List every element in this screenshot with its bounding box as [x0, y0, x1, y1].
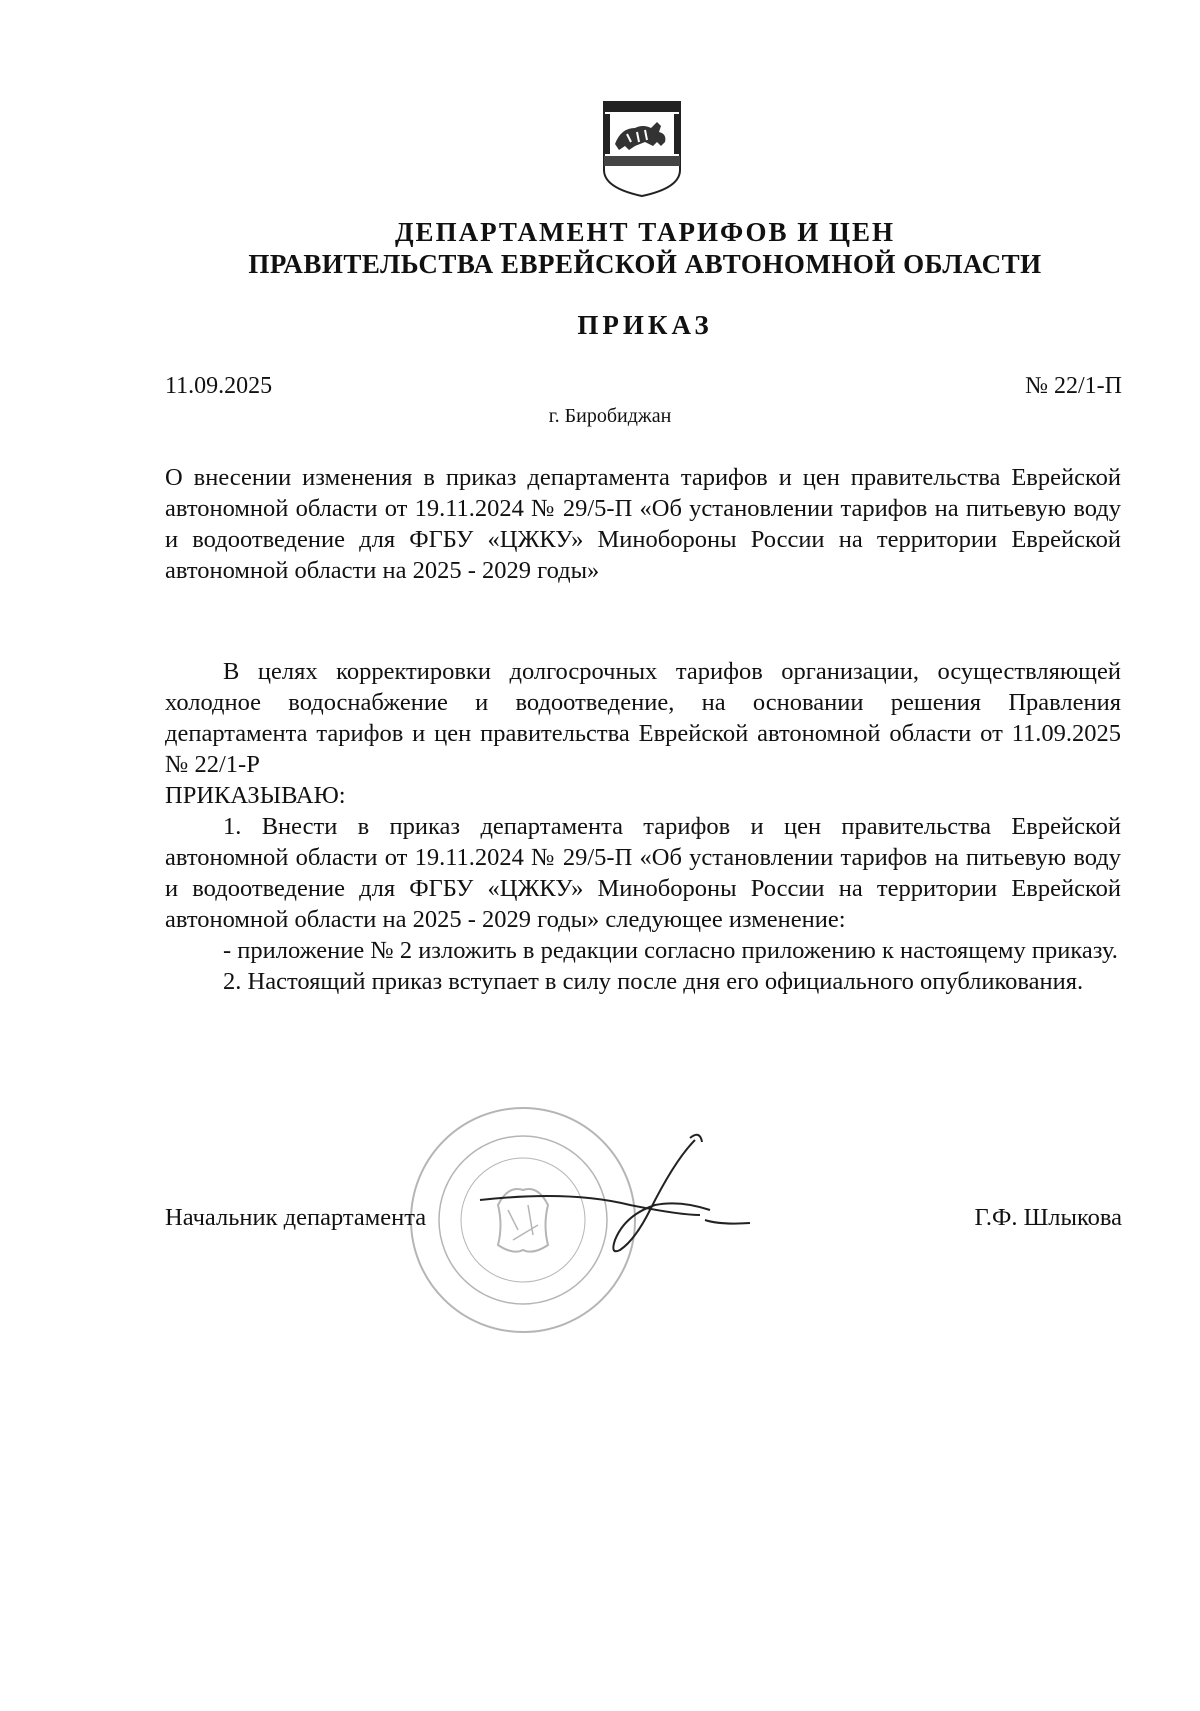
- coat-of-arms-icon: [601, 98, 683, 198]
- order-item-1-sub: - приложение № 2 изложить в редакции согласно приложению к настоящему приказу.: [223, 937, 1118, 964]
- document-city: г. Биробиджан: [548, 405, 672, 427]
- document-type: ПРИКАЗ: [577, 310, 713, 340]
- handwritten-signature: [450, 1120, 800, 1270]
- document-date: 11.09.2025: [165, 373, 273, 399]
- order-item-1: 1. Внести в приказ департамента тарифов и цен правительства Еврейской автономной области от 19.11.2024 № 29/5-П «Об установлении тарифов на питьевую воду и водоотведение для ФГБУ «ЦЖКУ» Минобороны России на территории Еврейской автономной области на 2025 - 2029 годы» следующее изменение:: [165, 813, 1121, 933]
- order-word: ПРИКАЗЫВАЮ:: [165, 782, 346, 809]
- signer-position: Начальник департамента: [165, 1204, 427, 1231]
- preamble-paragraph: В целях корректировки долгосрочных тарифов организации, осуществляющей холодное водоснабжение и водоотведение, на основании решения Правления департамента тарифов и цен правительства Еврейской автономной области от 11.09.2025 № 22/1-Р: [165, 658, 1121, 778]
- order-item-2: 2. Настоящий приказ вступает в силу после дня его официального опубликования.: [223, 968, 1084, 995]
- document-body: [165, 656, 1121, 997]
- department-title-line1: ДЕПАРТАМЕНТ ТАРИФОВ И ЦЕН: [394, 217, 896, 247]
- department-title-line2: ПРАВИТЕЛЬСТВА ЕВРЕЙСКОЙ АВТОНОМНОЙ ОБЛАСТИ: [248, 249, 1042, 279]
- document-subject: О внесении изменения в приказ департамента тарифов и цен правительства Еврейской автономной области от 19.11.2024 № 29/5-П «Об установлении тарифов на питьевую воду и водоотведение для ФГБУ «ЦЖКУ» Минобороны России на территории Еврейской автономной области на 2025 - 2029 годы»: [165, 464, 1121, 584]
- signer-name: Г.Ф. Шлыкова: [974, 1204, 1122, 1231]
- document-number: № 22/1-П: [1025, 373, 1122, 399]
